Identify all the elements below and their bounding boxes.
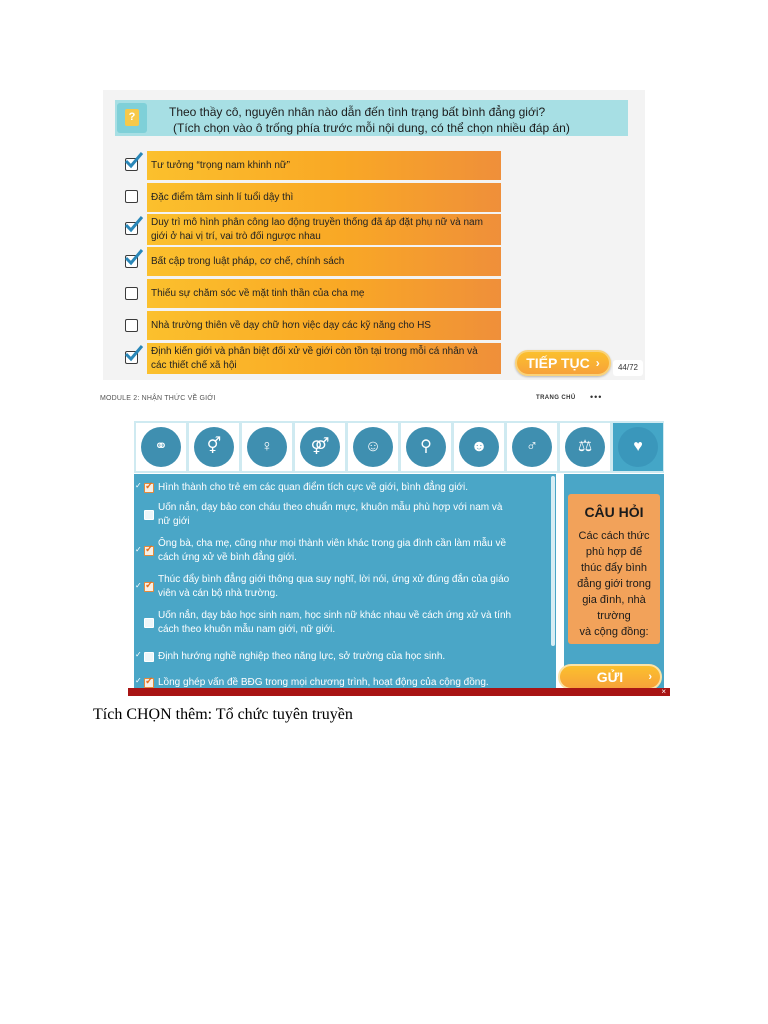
topic-tab-5[interactable]	[348, 423, 398, 471]
check-icon: ✓	[135, 545, 142, 554]
more-icon[interactable]: •••	[590, 392, 603, 402]
option-label: Tư tưởng “trọng nam khinh nữ”	[151, 159, 290, 171]
chevron-right-icon: ›	[595, 356, 600, 370]
option-label: Thiếu sự chăm sóc về mặt tinh thần của cha mẹ	[151, 287, 365, 299]
topic-tab-8[interactable]	[507, 423, 557, 471]
family-group-icon: ☺	[353, 427, 393, 467]
topic-tab-10[interactable]	[613, 423, 663, 471]
heart-hands-icon: ♥	[618, 427, 658, 467]
question-line: và cộng đồng:	[579, 626, 649, 638]
option-5[interactable]	[147, 279, 501, 308]
question-line: gia đình, nhà	[582, 594, 646, 606]
list-item-5[interactable]	[158, 609, 548, 637]
quiz-panel-methods	[94, 384, 670, 696]
option-checkbox-6[interactable]	[125, 319, 138, 332]
gender-symbols-icon: ⚥	[194, 427, 234, 467]
check-icon: ✓	[135, 581, 142, 590]
question-line: trường	[597, 610, 631, 622]
question-title: CÂU HỎI	[584, 504, 644, 520]
question-line: Các cách thức	[578, 530, 650, 542]
home-link[interactable]: TRANG CHỦ	[536, 395, 576, 401]
topic-tab-7[interactable]	[454, 423, 504, 471]
topic-tab-3[interactable]	[242, 423, 292, 471]
option-label: Nhà trường thiên về dạy chữ hơn việc dạy các kỹ năng cho HS	[151, 319, 431, 331]
option-4[interactable]	[147, 247, 501, 276]
option-2[interactable]	[147, 183, 501, 212]
item-checkbox-2[interactable]	[144, 510, 154, 520]
option-label-line-2: giới ở hai vị trí, vai trò đối ngược nhau	[151, 230, 321, 242]
next-button-label: TIẾP TỤC	[526, 355, 590, 371]
list-item-4[interactable]	[158, 573, 548, 601]
list-item-2[interactable]	[158, 501, 548, 529]
check-icon: ✓	[135, 650, 142, 659]
handshake-icon: ⚤	[300, 427, 340, 467]
notification-bar	[128, 688, 670, 696]
topic-tab-1[interactable]	[136, 423, 186, 471]
topic-tab-6[interactable]	[401, 423, 451, 471]
option-checkbox-2[interactable]	[125, 190, 138, 203]
item-checkbox-1[interactable]: ✓	[145, 481, 154, 492]
question-text	[169, 104, 619, 136]
item-label: Hình thành cho trẻ em các quan điểm tích cực về giới, bình đẳng giới.	[158, 482, 468, 493]
list-item-1[interactable]	[158, 481, 548, 495]
check-icon: ✓	[135, 676, 142, 685]
option-label: Bất cập trong luật pháp, cơ chế, chính sách	[151, 255, 345, 267]
page-counter: 44/72	[613, 360, 643, 376]
question-icon: ?	[117, 103, 147, 133]
list-item-6[interactable]	[158, 650, 548, 664]
item-label: Lồng ghép vấn đề BĐG trong mọi chương trình, hoạt động của cộng đồng.	[158, 677, 489, 688]
item-checkbox-5[interactable]	[144, 618, 154, 628]
item-checkbox-6[interactable]	[144, 652, 154, 662]
option-label: Đặc điểm tâm sinh lí tuổi dậy thì	[151, 191, 294, 203]
caption-text: Tích CHỌN thêm: Tổ chức tuyên truyền	[93, 706, 353, 723]
answer-list	[134, 474, 556, 696]
send-button-label: GỬI	[596, 669, 624, 685]
check-icon	[124, 215, 144, 233]
check-icon	[124, 248, 144, 266]
option-checkbox-4[interactable]	[125, 255, 138, 268]
topic-icon-row	[134, 421, 664, 473]
check-icon: ✓	[135, 481, 142, 490]
scales-icon: ⚖	[565, 427, 605, 467]
topic-tab-2[interactable]	[189, 423, 239, 471]
option-checkbox-3[interactable]	[125, 222, 138, 235]
option-label-line-2: các thiết chế xã hội	[151, 359, 237, 371]
question-line-2: (Tích chọn vào ô trống phía trước mỗi nội dung, có thể chọn nhiều đáp án)	[173, 121, 570, 135]
chevron-right-icon: ›	[648, 671, 652, 683]
topic-tab-4[interactable]	[295, 423, 345, 471]
option-6[interactable]	[147, 311, 501, 340]
item-label-line-2: viên và cán bộ nhà trường.	[158, 588, 278, 599]
option-1[interactable]	[147, 151, 501, 180]
question-card	[568, 494, 660, 644]
module-title: MODULE 2: NHẬN THỨC VỀ GIỚI	[100, 395, 216, 402]
topic-tab-9[interactable]	[560, 423, 610, 471]
option-label-line-1: Duy trì mô hình phân công lao động truyền thống đã áp đặt phụ nữ và nam	[151, 216, 483, 228]
group-icon: ☻	[459, 427, 499, 467]
item-label-line-2: cách theo khuôn mẫu nam giới, nữ giới.	[158, 624, 336, 635]
send-button[interactable]	[558, 664, 662, 690]
option-7[interactable]	[147, 343, 501, 374]
scrollbar[interactable]	[551, 476, 555, 646]
quiz-panel-causes	[103, 90, 645, 380]
question-body	[570, 528, 658, 640]
option-checkbox-7[interactable]	[125, 351, 138, 364]
next-button[interactable]	[515, 350, 611, 376]
item-label-line-1: Ông bà, cha mẹ, cũng như mọi thành viên khác trong gia đình cần làm mẫu về	[158, 538, 507, 549]
item-checkbox-3[interactable]: ✓	[145, 544, 154, 555]
male-female-icon: ⚲	[406, 427, 446, 467]
item-label-line-1: Uốn nắn, dạy bảo học sinh nam, học sinh nữ khác nhau về cách ứng xử và tính	[158, 610, 512, 621]
list-item-3[interactable]	[158, 537, 548, 565]
item-checkbox-7[interactable]: ✓	[145, 676, 154, 687]
item-label-line-2: cách ứng xử về bình đẳng giới.	[158, 552, 297, 563]
item-label-line-1: Uốn nắn, dạy bảo con cháu theo chuẩn mực, khuôn mẫu phù hợp với nam và	[158, 502, 503, 513]
question-line: phù hợp để	[585, 546, 643, 558]
option-checkbox-1[interactable]	[125, 158, 138, 171]
option-checkbox-5[interactable]	[125, 287, 138, 300]
check-icon	[124, 151, 144, 169]
option-label-line-1: Định kiến giới và phân biệt đối xử về giới còn tồn tại trong mỗi cá nhân và	[151, 345, 478, 357]
question-line: thúc đẩy bình	[580, 562, 648, 574]
item-label-line-2: nữ giới	[158, 516, 190, 527]
item-checkbox-4[interactable]: ✓	[145, 580, 154, 591]
man-icon: ♂	[512, 427, 552, 467]
question-line: đẳng giới trong	[577, 578, 651, 590]
item-label: Định hướng nghề nghiệp theo năng lực, sở trường của học sinh.	[158, 651, 446, 662]
question-line-1: Theo thầy cô, nguyên nhân nào dẫn đến tình trạng bất bình đẳng giới?	[169, 105, 546, 119]
close-icon[interactable]: ×	[661, 687, 666, 696]
couple-icon: ⚭	[141, 427, 181, 467]
option-3[interactable]	[147, 214, 501, 245]
check-icon	[124, 344, 144, 362]
woman-icon: ♀	[247, 427, 287, 467]
item-label-line-1: Thúc đẩy bình đẳng giới thông qua suy nghĩ, lời nói, ứng xử đúng đắn của giáo	[158, 574, 510, 585]
